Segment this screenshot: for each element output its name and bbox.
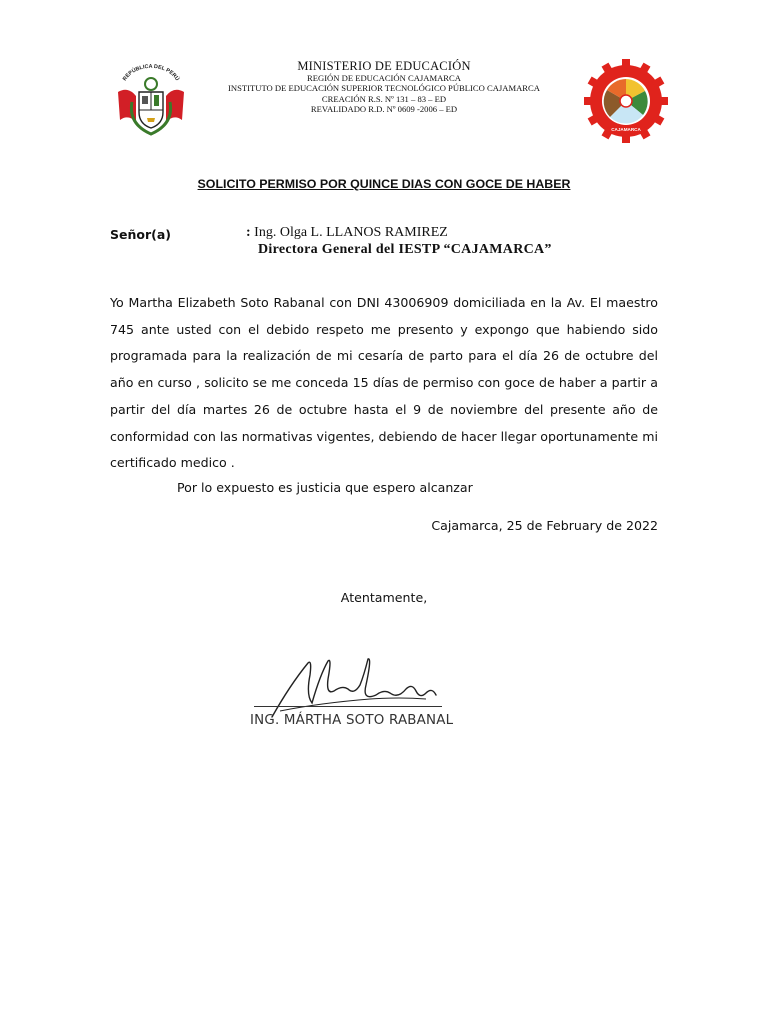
creation-resolution: CREACIÓN R.S. Nº 131 – 83 – ED (321, 93, 447, 104)
institute-gear-logo (584, 59, 668, 143)
signer-name: ING. MÁRTHA SOTO RABANAL (250, 713, 454, 728)
letter-subject: SOLICITO PERMISO POR QUINCE DIAS CON GOCE DE HABER (197, 177, 571, 191)
recipient-name-line (246, 225, 448, 241)
svg-text:CAJAMARCA: CAJAMARCA (611, 127, 641, 132)
closing-phrase: Por lo expuesto es justicia que espero alcanzar (177, 480, 473, 495)
recipient-colon: : (246, 225, 251, 240)
recipient-name: Ing. Olga L. LLANOS RAMIREZ (254, 225, 448, 240)
letter-date: Cajamarca, 25 de February de 2022 (431, 518, 658, 533)
ministry-title: MINISTERIO DE EDUCACIÓN (297, 59, 471, 73)
institute-title: INSTITUTO DE EDUCACIÓN SUPERIOR TECNOLÓGICO PÚBLICO CAJAMARCA (228, 83, 540, 94)
recipient-label: Señor(a) (110, 227, 171, 242)
letterhead (190, 59, 578, 115)
region-title: REGIÓN DE EDUCACIÓN CAJAMARCA (307, 73, 461, 83)
recipient-title: Directora General del IESTP “CAJAMARCA” (258, 242, 552, 257)
revalidation-resolution: REVALIDADO R.D. Nº 0609 -2006 – ED (310, 104, 458, 115)
peru-coat-of-arms-logo (114, 62, 188, 140)
svg-text:REPÚBLICA DEL PERÚ: REPÚBLICA DEL PERÚ (121, 63, 181, 83)
regards: Atentamente, (340, 590, 428, 605)
letter-body: Yo Martha Elizabeth Soto Rabanal con DNI 43006909 domiciliada en la Av. El maestro 745 ante usted con el debido respeto me presento y expongo que habiendo sido programada para la realización de mi cesaría de parto para el día 26 de octubre del año en curso , solicito se me conceda 15 días de permiso con goce de haber a partir a partir del día martes 26 de octubre hasta el 9 de noviembre del presente año de conformidad con las normativas vigentes, debiendo de hacer llegar oportunamente mi certificado medico . (110, 295, 658, 471)
signature-line (254, 706, 442, 707)
